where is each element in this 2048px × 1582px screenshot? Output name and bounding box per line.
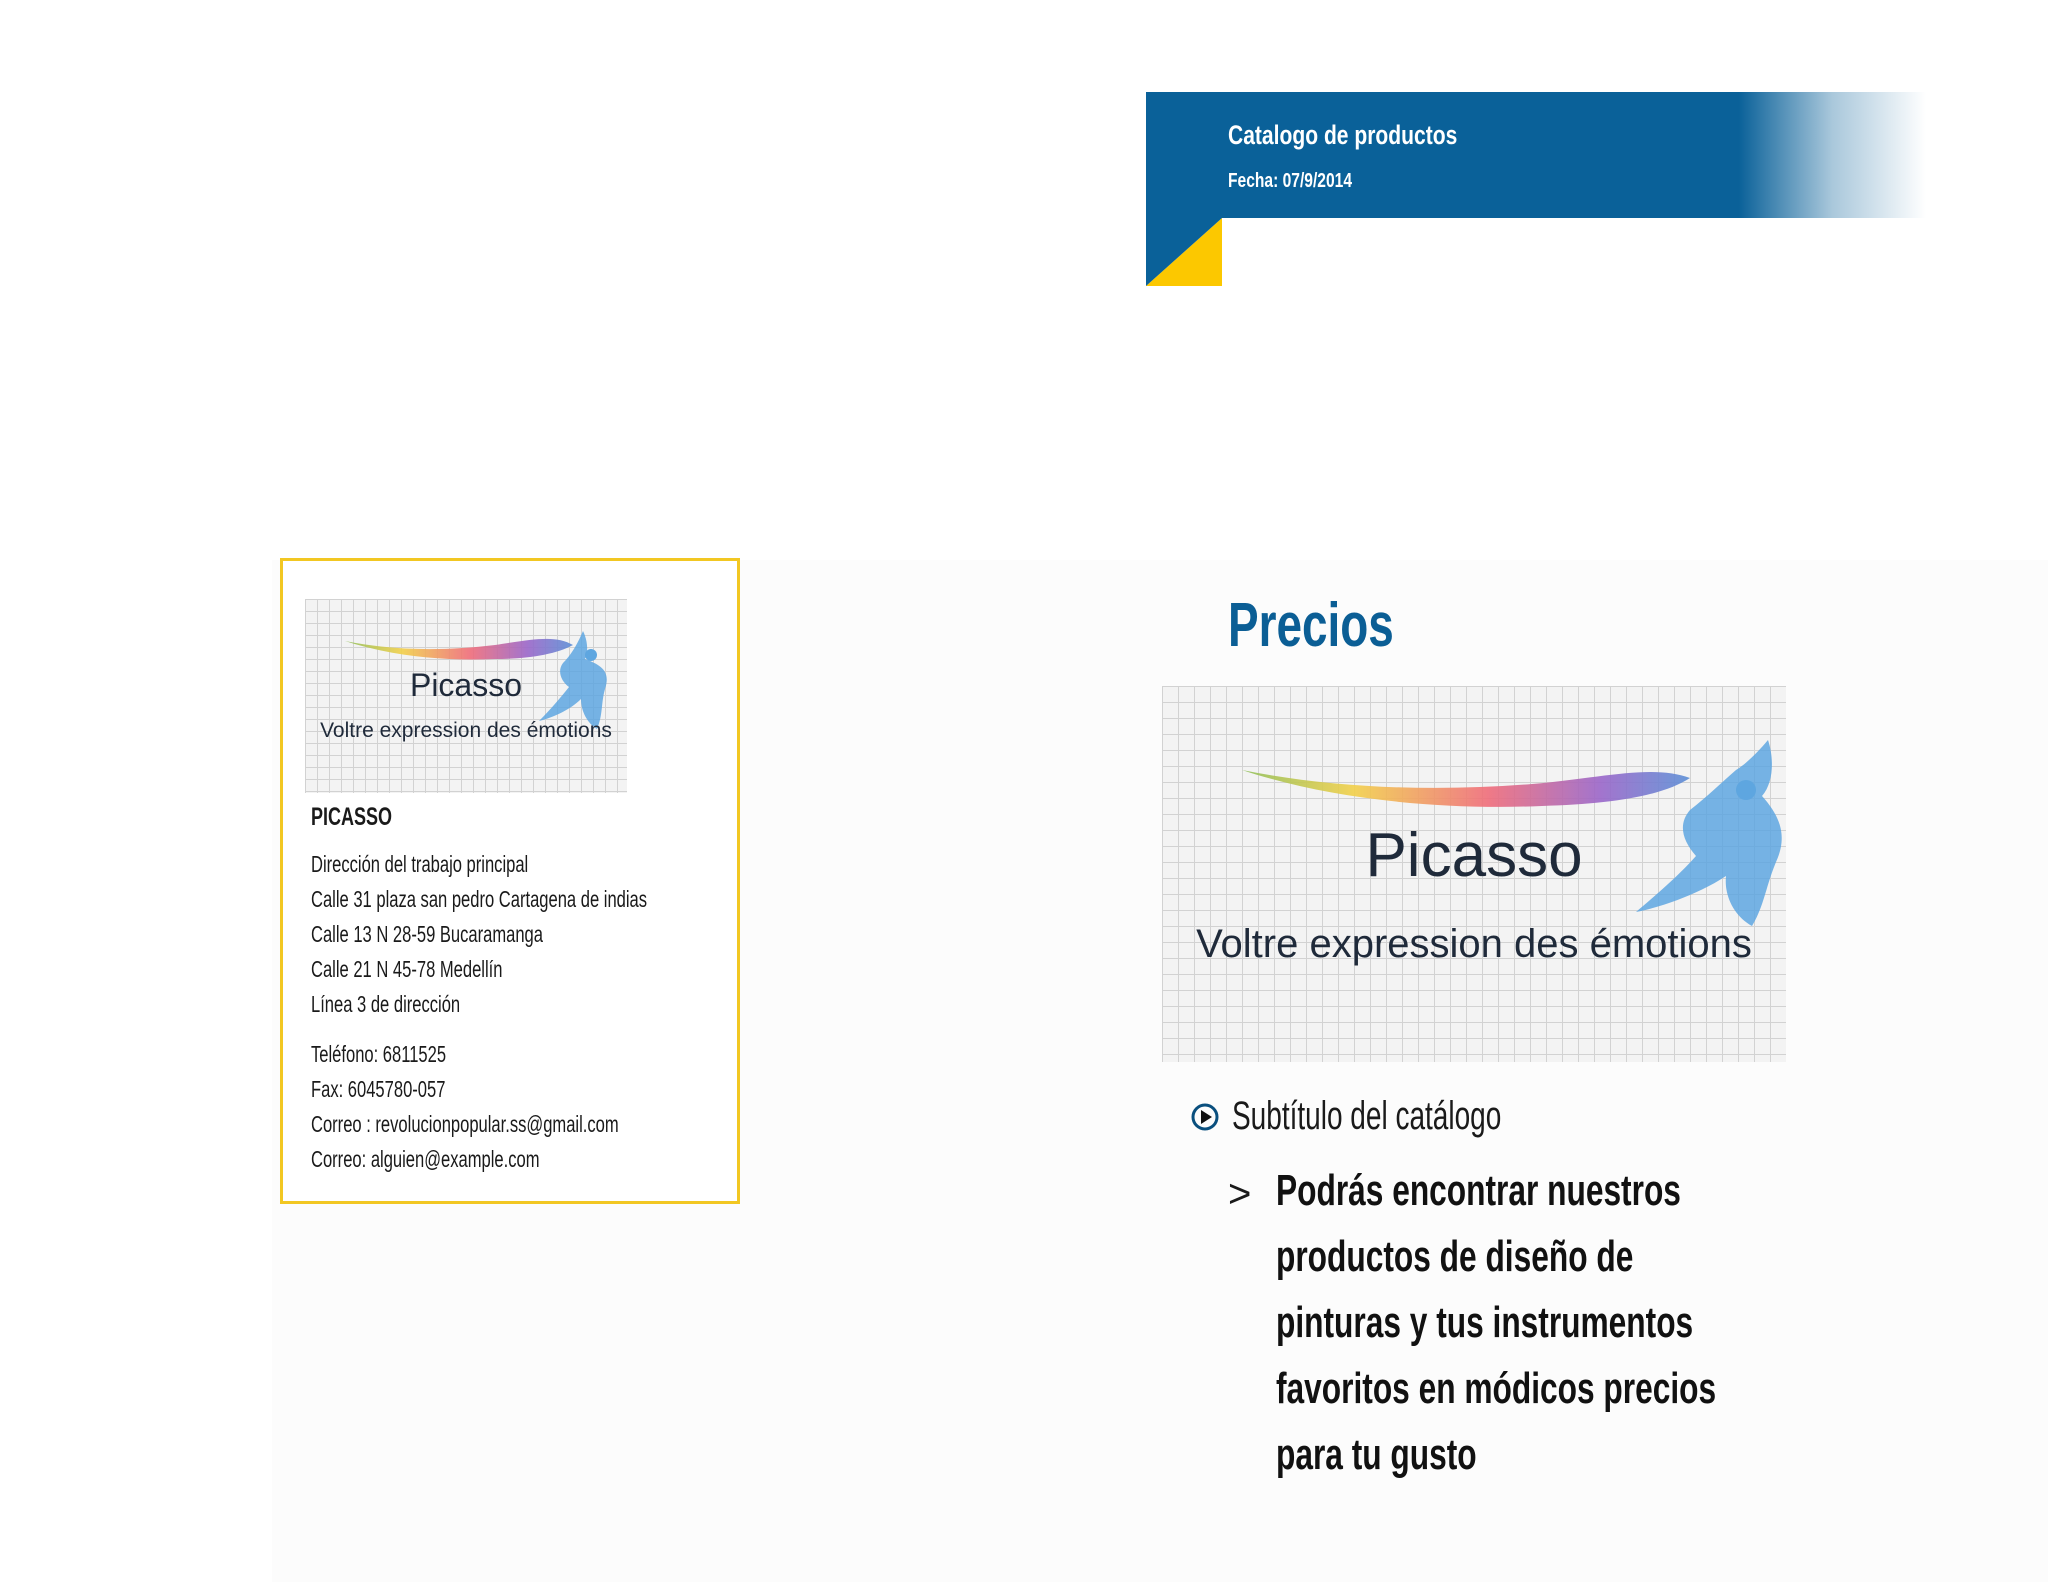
catalog-date: Fecha: 07/9/2014 (1228, 170, 1353, 192)
logo-name: Picasso (409, 667, 523, 703)
contact-card (280, 558, 740, 1204)
corner-accent (1146, 218, 1222, 286)
header-banner (1146, 92, 1926, 218)
company-name: PICASSO (311, 803, 393, 831)
description-line: favoritos en módicos precios (1276, 1364, 1717, 1413)
section-heading: Precios (1228, 591, 1394, 660)
address-line: Línea 3 de dirección (311, 991, 461, 1017)
address-line: Calle 21 N 45-78 Medellín (311, 956, 503, 982)
catalog-title: Catalogo de productos (1228, 120, 1458, 150)
catalog-subtitle: Subtítulo del catálogo (1232, 1094, 1502, 1138)
play-circle-icon (1190, 1102, 1220, 1132)
chevron-right-icon: > (1228, 1172, 1252, 1216)
logo-tagline: Voltre expression des émotions (320, 719, 612, 742)
email-link[interactable]: Correo : revolucionpopular.ss@gmail.com (311, 1111, 619, 1137)
address-line: Calle 13 N 28-59 Bucaramanga (311, 921, 543, 947)
description-line: productos de diseño de (1276, 1232, 1634, 1281)
address-block (311, 847, 778, 1022)
phone-text: Teléfono: 6811525 (311, 1041, 447, 1067)
description-line: pinturas y tus instrumentos (1276, 1298, 1694, 1347)
address-line: Calle 31 plaza san pedro Cartagena de indias (311, 886, 648, 912)
email-link[interactable]: Correo: alguien@example.com (311, 1146, 540, 1172)
catalog-description (1276, 1158, 1887, 1488)
description-line: Podrás encontrar nuestros (1276, 1166, 1681, 1215)
contact-block (311, 1037, 738, 1177)
company-logo (305, 599, 627, 793)
address-heading: Dirección del trabajo principal (311, 851, 529, 877)
fax-text: Fax: 6045780-057 (311, 1076, 446, 1102)
subtitle-row (1190, 1094, 1617, 1139)
logo-name: Picasso (1365, 821, 1583, 890)
logo-tagline: Voltre expression des émotions (1196, 922, 1752, 966)
description-line: para tu gusto (1276, 1430, 1477, 1479)
catalog-logo-image (1162, 686, 1786, 1062)
